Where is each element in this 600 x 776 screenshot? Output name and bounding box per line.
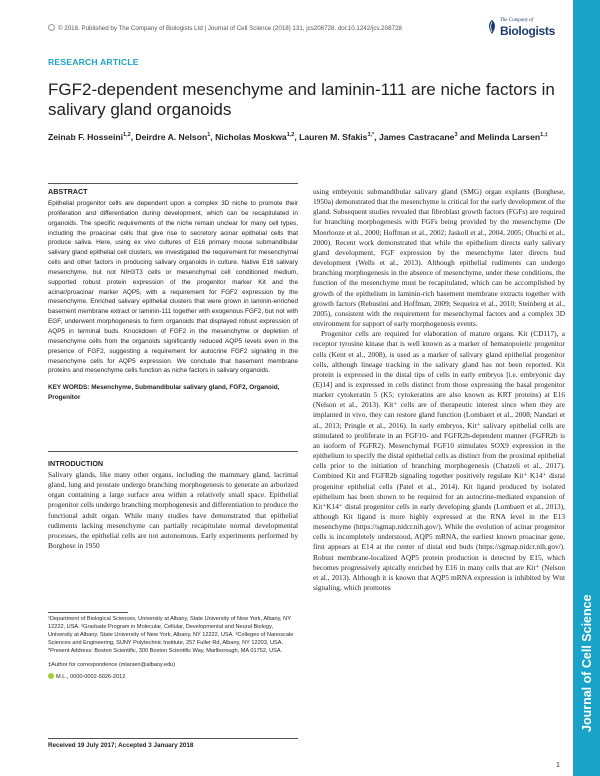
- abstract-text: Epithelial progenitor cells are dependent upon a complex 3D niche to promote their proliferation and differentiation during development, which can be recapitulated in organoids. The specific requirements of the niche remain unclear for many cell types, including the proacinar cells that give rise to secretory acinar epithelial cells that produce saliva. Here, using ex vivo cultures of E16 primary mouse submandibular salivary gland epithelial cell clusters, we investigated the requirement for mesenchymal cells and other factors in producing salivary organoids in culture. Native E16 salivary mesenchyme, but not NIH3T3 cells or mesenchymal cell conditioned medium, supported robust protein expression of the progenitor marker Kit and the acinar/proacinar marker AQP5, with a requirement for FGF2 expression by the mesenchyme. Enriched salivary epithelial clusters that were grown in laminin-enriched basement membrane extract or laminin-111 together with exogenous FGF2, but not with EGF, underwent morphogenesis to form organoids that displayed robust expression of AQP5 in terminal buds. Knockdown of FGF2 in the mesenchyme or depletion of mesenchyme cells from the organoids significantly reduced AQP5 levels even in the presence of FGF2, suggesting a requirement for autocrine FGF2 signaling in the mesenchyme cells for AQP5 expression. We conclude that basement membrane proteins and mesenchyme cells function as niche factors in salivary organoids.: [48, 200, 298, 375]
- journal-sidebar-title: Journal of Cell Science: [580, 594, 594, 732]
- logo-small-text: The Company of: [500, 18, 534, 23]
- page-number: 1: [556, 762, 560, 769]
- right-paragraph-1: using embryonic submandibular salivary gland (SMG) organ explants (Borghese, 1950a) demonstrated that the mesenchyme is critical for the early development of the gland. Subsequent studies revealed that fibroblast growth factors (FGFs) are required for branching morphogenesis with FGFs being provided by the mesenchyme (De Moerlooze et al., 2000; Hoffman et al., 2002; Jaskoll et al., 2004, 2005; Ohuchi et al., 2000). Recent work demonstrated that while the epithelium directs early salivary gland development, FGF expression by the mesenchyme later directs bud development (Wells et al., 2013). Although epithelial rudiments can undergo branching morphogenesis in the absence of mesenchyme, under these conditions, the function of the mesenchyme must be recapitulated, which can be accomplished by growth of the epithelium in laminin-rich basement membrane extracts together with growth factors (Rebustini and Hoffman, 2009; Sequeira et al., 2010; Steinberg et al., 2005), consistent with the requirement for mesenchymal factors and a complex 3D environment for support of early morphogenesis events.: [313, 187, 565, 329]
- running-header-text: © 2018. Published by The Company of Biologists Ltd | Journal of Cell Science (2018) 131, jcs208728. doi:10.1242/jcs.208728: [58, 25, 402, 32]
- orcid-icon[interactable]: [48, 673, 54, 679]
- author-name: Melinda Larsen: [477, 131, 541, 142]
- author-name: Zeinab F. Hosseini: [48, 131, 123, 142]
- received-rule: [48, 738, 298, 739]
- biologists-logo-icon: [486, 19, 498, 35]
- article-type: RESEARCH ARTICLE: [48, 57, 139, 67]
- affiliations: ¹Department of Biological Sciences, University at Albany, State University of New York, Albany, NY 12222, USA. ²Graduate Program in Molecular, Cellular, Developmental and Neural Biology, University at Albany, State University of New York, Albany, NY 12222, USA. ³Colleges of Nanoscale Sciences and Engineering, SUNY Polytechnic Institute, 257 Fuller Rd, Albany, NY 12203, USA. *Present Address: Boston Scientific, 300 Boston Scientific Way, Marlborough, MA 01752, USA.: [48, 616, 294, 655]
- abstract-heading: ABSTRACT: [48, 187, 88, 196]
- abstract-top-rule: [48, 183, 298, 184]
- introduction-section: [48, 459, 298, 551]
- publisher-logo: [486, 16, 556, 42]
- keywords: KEY WORDS: Mesenchyme, Submandibular salivary gland, FGF2, Organoid, Progenitor: [48, 384, 280, 401]
- abstract-bottom-rule: [48, 451, 298, 452]
- orcid-text: M.L., 0000-0002-5026-2012: [56, 673, 126, 680]
- orcid-line: [48, 673, 298, 681]
- footnotes: [48, 615, 298, 681]
- author-affiliation-marker: 3: [454, 132, 458, 138]
- author-name: Nicholas Moskwa: [215, 131, 287, 142]
- article-title: FGF2-dependent mesenchyme and laminin-111 are niche factors in salivary gland organoids: [48, 80, 555, 119]
- footnote-rule: [48, 612, 128, 613]
- author-list: Zeinab F. Hosseini$^{1,2}$, Deirdre A. Nelson$^1$, Nicholas Moskwa$^{1,2}$, Lauren M. Sfakis$^{3,*}$, James Castracane$^3$ and Melinda Larsen$^{1,\ddagger}$: [48, 131, 548, 142]
- logo-big-text: Biologists: [500, 24, 556, 38]
- right-paragraph-2: Progenitor cells are required for elaboration of mature organs. Kit (CD117), a receptor tyrosine kinase that is well known as a marker of hematopoietic progenitor cells (Kent et al., 2008), is used as a marker of salivary gland epithelial progenitor cells, although lineage tracking in the salivary gland has not been reported. Kit protein is expressed in the distal tips of cells in early embryos [i.e. embryonic day (E)14] and is expressed in cells distinct from those expressing the basal progenitor marker cytokeratin 5 (K5; cytokeratins are also known as KRT proteins) at E16 (Nelson et al., 2013). Kit⁺ cells are of therapeutic interest since when they are implanted in vivo, they can restore gland function (Lombaert et al., 2008; Nandari et al., 2013; Pringle et al., 2016). In early embryos, Kit⁺ salivary epithelial cells are stimulated to proliferate in an FGF10- and FGFR2b-dependent manner (FGFR2b is an isoform of FGFR2). Mesenchymal FGF10 stimulates SOX9 expression in the epithelium to specify the distal epithelial cells as distinct from the proximal epithelial cells prior to the initiation of branching morphogenesis (Chatzeli et al., 2017). Combined Kit and FGFR2b signaling together positively regulate Kit⁺ K14⁺ distal progenitor epithelial cells (Patel et al., 2014). Kit ligand produced by isolated epithelium has been shown to be required for an autocrine-mediated expansion of Kit⁺K14⁺ distal progenitor cells in early developing glands (Lombaert et al., 2013), although Kit ligand is more highly expressed at the RNA level in the E13 mesenchyme (https://sgmap.nidcr.nih.gov/). While the evolution of acinar progenitor cells is incompletely understood, AQP5 mRNA, the earliest known proacinar gene, first appears at E14 at the center of distal end buds (https://sgmap.nidcr.nih.gov/). Robust membrane-localized AQP5 protein production is detected by E15, which becomes progressively apically enriched by E16 in many cells that are Kit⁺ (Nelson et al., 2013). Although it is known that AQP5 mRNA expression is inhibited by Wnt signaling, which promotes: [313, 329, 565, 593]
- author-affiliation-marker: 1,2: [122, 132, 131, 138]
- author-affiliation-marker: 1: [207, 132, 211, 138]
- received-dates: Received 19 July 2017; Accepted 3 January 2018: [48, 742, 194, 749]
- author-name: Deirdre A. Nelson: [135, 131, 208, 142]
- right-column: [313, 187, 565, 593]
- author-name: James Castracane: [378, 131, 455, 142]
- introduction-heading: INTRODUCTION: [48, 459, 104, 468]
- abstract-section: [48, 187, 298, 402]
- introduction-text: Salivary glands, like many other organs, including the mammary gland, lacrimal gland, lung and prostate undergo branching morphogenesis to generate an arborized organ containing a large surface area within a relatively small space. Epithelial progenitor cells undergo branching morphogenesis and differentiation to produce the functional adult organ. While many studies have demonstrated that epithelial rudiments lacking mesenchyme can partially recapitulate normal developmental processes, the epithelial cells are not autonomous. Early experiments performed by Borghese in 1950: [48, 470, 298, 551]
- author-affiliation-marker: 3,*: [367, 132, 375, 138]
- open-access-icon: [48, 24, 55, 31]
- correspondence: ‡Author for correspondence (mlarsen@albany.edu): [48, 662, 176, 669]
- author-affiliation-marker: 1,2: [286, 132, 295, 138]
- author-affiliation-marker: 1,‡: [540, 132, 548, 138]
- author-name: Lauren M. Sfakis: [299, 131, 368, 142]
- running-header: [48, 24, 402, 32]
